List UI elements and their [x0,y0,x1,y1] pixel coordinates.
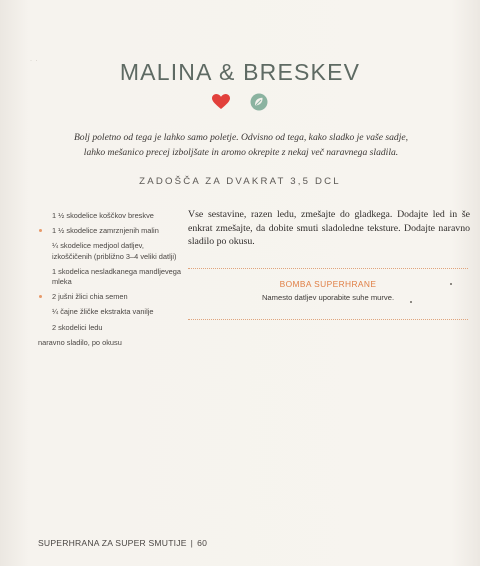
recipe-icons [0,92,480,112]
ingredient-text: naravno sladilo, po okusu [38,337,122,347]
method-text: Vse sestavine, razen ledu, zmešajte do gladkega. Dodajte led in še enkrat zmešajte, da dobite smuti sladoledne teksture. Dodajte naravno sladilo po okusu. [188,209,470,248]
ingredient-list [38,211,183,353]
intro-line: Bolj poletno od tega je lahko samo poletje. Odvisno od tega, kako sladko je vaše sadje, [73,132,409,143]
tip-title: BOMBA SUPERHRANE [279,279,377,289]
heart-icon [211,92,231,112]
book-title: SUPERHRANA ZA SUPER SMUTIJE [38,538,187,548]
ingredient-text: 1 ½ skodelice zamrznjenih malin [52,226,159,236]
ingredient-text: 1 skodelica nesladkanega mandljevega mleka [52,266,182,287]
ingredient-item [38,226,183,236]
ingredient-item [38,267,183,287]
bullet-dot-icon [39,229,42,232]
ingredient-text: ¼ čajne žličke ekstrakta vanilje [52,307,154,317]
tip-text: Namesto datljev uporabite suhe murve. [261,293,395,302]
ingredient-item [38,338,183,348]
ingredient-item [38,292,183,302]
bullet-dot-icon [39,295,42,298]
tip-box [188,268,468,320]
decorative-dot [450,283,452,285]
leaf-badge-icon [249,92,269,112]
decorative-dot [410,301,412,303]
intro-line: lahko mešanico precej izboljšate in aromo okrepite z nekaj več naravnega sladila. [83,147,399,158]
recipe-intro [66,130,416,160]
recipe-title: MALINA & BRESKEV [119,59,361,86]
ingredient-item [38,307,183,317]
servings: ZADOŠČA ZA DVAKRAT 3,5 DCL [139,176,341,187]
corner-mark: · · [30,58,39,64]
ingredient-text: 2 jušni žlici chia semen [52,292,128,302]
page-number: 60 [197,538,208,548]
footer-separator: | [190,538,194,548]
ingredient-item [38,211,183,221]
ingredient-text: 2 skodelici ledu [52,322,103,332]
page-footer [38,538,207,548]
ingredient-text: ¼ skodelice medjool datljev, izkoščičenih (približno 3–4 veliki datlji) [52,241,177,261]
ingredient-text: 1 ½ skodelice koščkov breskve [52,211,154,220]
ingredient-item [38,323,183,333]
ingredient-item [38,241,183,261]
